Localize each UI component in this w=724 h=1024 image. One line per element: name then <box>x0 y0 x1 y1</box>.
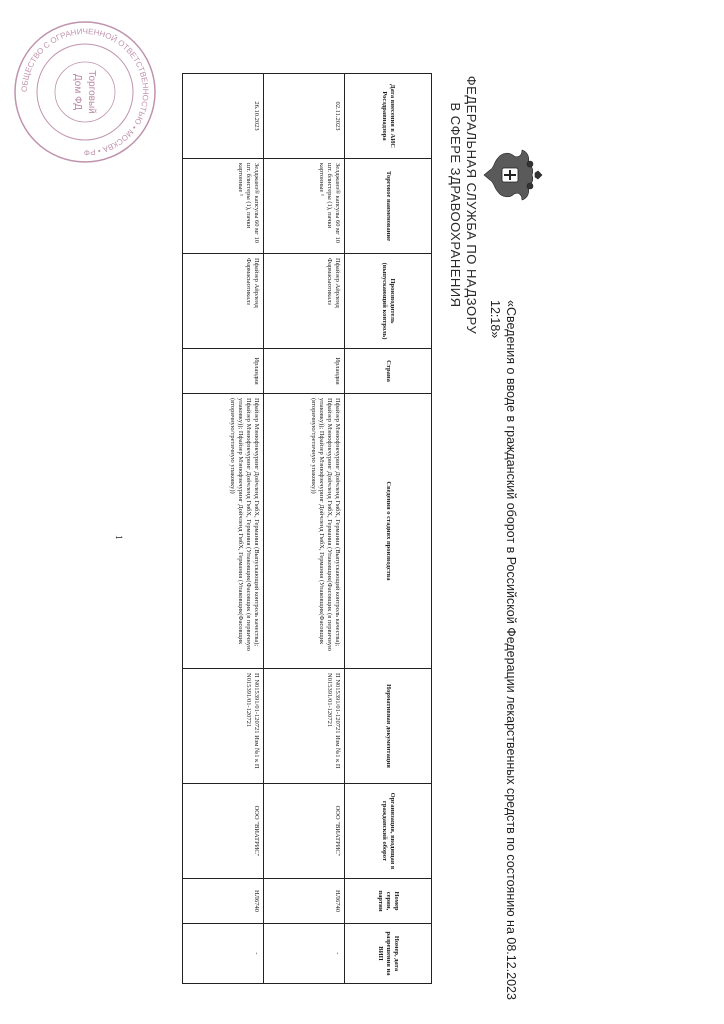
document-title: «Сведения о вводе в гражданский оборот в Российской Федерации лекарственных средств по состоянию на 08.12.2023 12:18» <box>488 300 518 1000</box>
cell-norm-doc: П N015391/01-120721 Изм №1 к П N015391/01-120721 <box>183 669 264 784</box>
cell-permit: - <box>264 924 345 984</box>
cell-norm-doc: П N015391/01-120721 Изм №1 к П N015391/01-120721 <box>264 669 345 784</box>
column-header-stages: Сведения о стадиях производства <box>345 394 432 669</box>
column-header-trade-name: Торговое наименование <box>345 159 432 254</box>
column-header-manufacturer: Производитель (выпускающий контроль) <box>345 254 432 349</box>
double-headed-eagle-emblem-icon <box>474 140 544 210</box>
table-header-row <box>345 74 432 984</box>
column-header-norm-doc: Нормативная документация <box>345 669 432 784</box>
svg-text:ОБЩЕСТВО С ОГРАНИЧЕННОЙ ОТВЕТС: ОБЩЕСТВО С ОГРАНИЧЕННОЙ ОТВЕТСТВЕННОСТЬЮ • МОСКВА • РФ <box>19 26 151 158</box>
cell-trade-name: Зелджанз® капсулы 60 мг 10 шт. блистеры (1), пачки картонные ¹ <box>183 159 264 254</box>
page-number: 1 <box>114 535 124 540</box>
table-row <box>183 74 264 984</box>
column-header-organization: Организация, вводящая в гражданский оборот <box>345 784 432 879</box>
cell-organization: ООО "ВИАТРИС" <box>183 784 264 879</box>
cell-organization: ООО "ВИАТРИС" <box>264 784 345 879</box>
column-header-permit: Номер, дата разрешения на ВИП <box>345 924 432 984</box>
agency-line-2: В СФЕРЕ ЗДРАВООХРАНЕНИЯ <box>448 102 463 308</box>
table-row <box>264 74 345 984</box>
column-header-date: Дата внесения в АИС Росздравнадзора <box>345 74 432 159</box>
cell-permit: - <box>183 924 264 984</box>
cell-country: Ирландия <box>183 349 264 394</box>
cell-batch: НЛ6740 <box>183 879 264 924</box>
cell-manufacturer: Пфайзер Айрленд Фармасьютикалз <box>264 254 345 349</box>
cell-country: Ирландия <box>264 349 345 394</box>
medicines-table <box>182 73 432 984</box>
cell-stages: Пфайзер Мэнюфэкчуринг Дойчленд ГмбХ, Германия (Выпускающий контроль качества); Пфайзер Мэнюфэкчуринг Дойчленд ГмбХ, Германия (Упаковщик(Фасовщик (в первичную упаковку)); Пфайзер Мэнюфэкчуринг Дойчленд ГмбХ, Германия (Упаковщик(Фасовщик (вторичную/третичную упаковку)) <box>264 394 345 669</box>
column-header-country: Страна <box>345 349 432 394</box>
cell-batch: НЛ6740 <box>264 879 345 924</box>
agency-line-1: ФЕДЕРАЛЬНАЯ СЛУЖБА ПО НАДЗОРУ <box>464 75 479 335</box>
agency-name <box>447 75 479 335</box>
cell-date: 26.10.2023 <box>183 74 264 159</box>
cell-stages: Пфайзер Мэнюфэкчуринг Дойчленд ГмбХ, Германия (Выпускающий контроль качества); Пфайзер Мэнюфэкчуринг Дойчленд ГмбХ, Германия (Упаковщик(Фасовщик (в первичную упаковку)); Пфайзер Мэнюфэкчуринг Дойчленд ГмбХ, Германия (Упаковщик(Фасовщик (вторичную/третичную упаковку)) <box>183 394 264 669</box>
cell-manufacturer: Пфайзер Айрленд Фармасьютикалз <box>183 254 264 349</box>
svg-text:Дом ФД: Дом ФД <box>72 73 83 111</box>
cell-trade-name: Зелджанз® капсулы 60 мг 10 шт. блистеры (1), пачки картонные ¹ <box>264 159 345 254</box>
column-header-batch: Номер серии, партии <box>345 879 432 924</box>
svg-text:Торговый: Торговый <box>86 70 97 114</box>
cell-date: 02.11.2023 <box>264 74 345 159</box>
